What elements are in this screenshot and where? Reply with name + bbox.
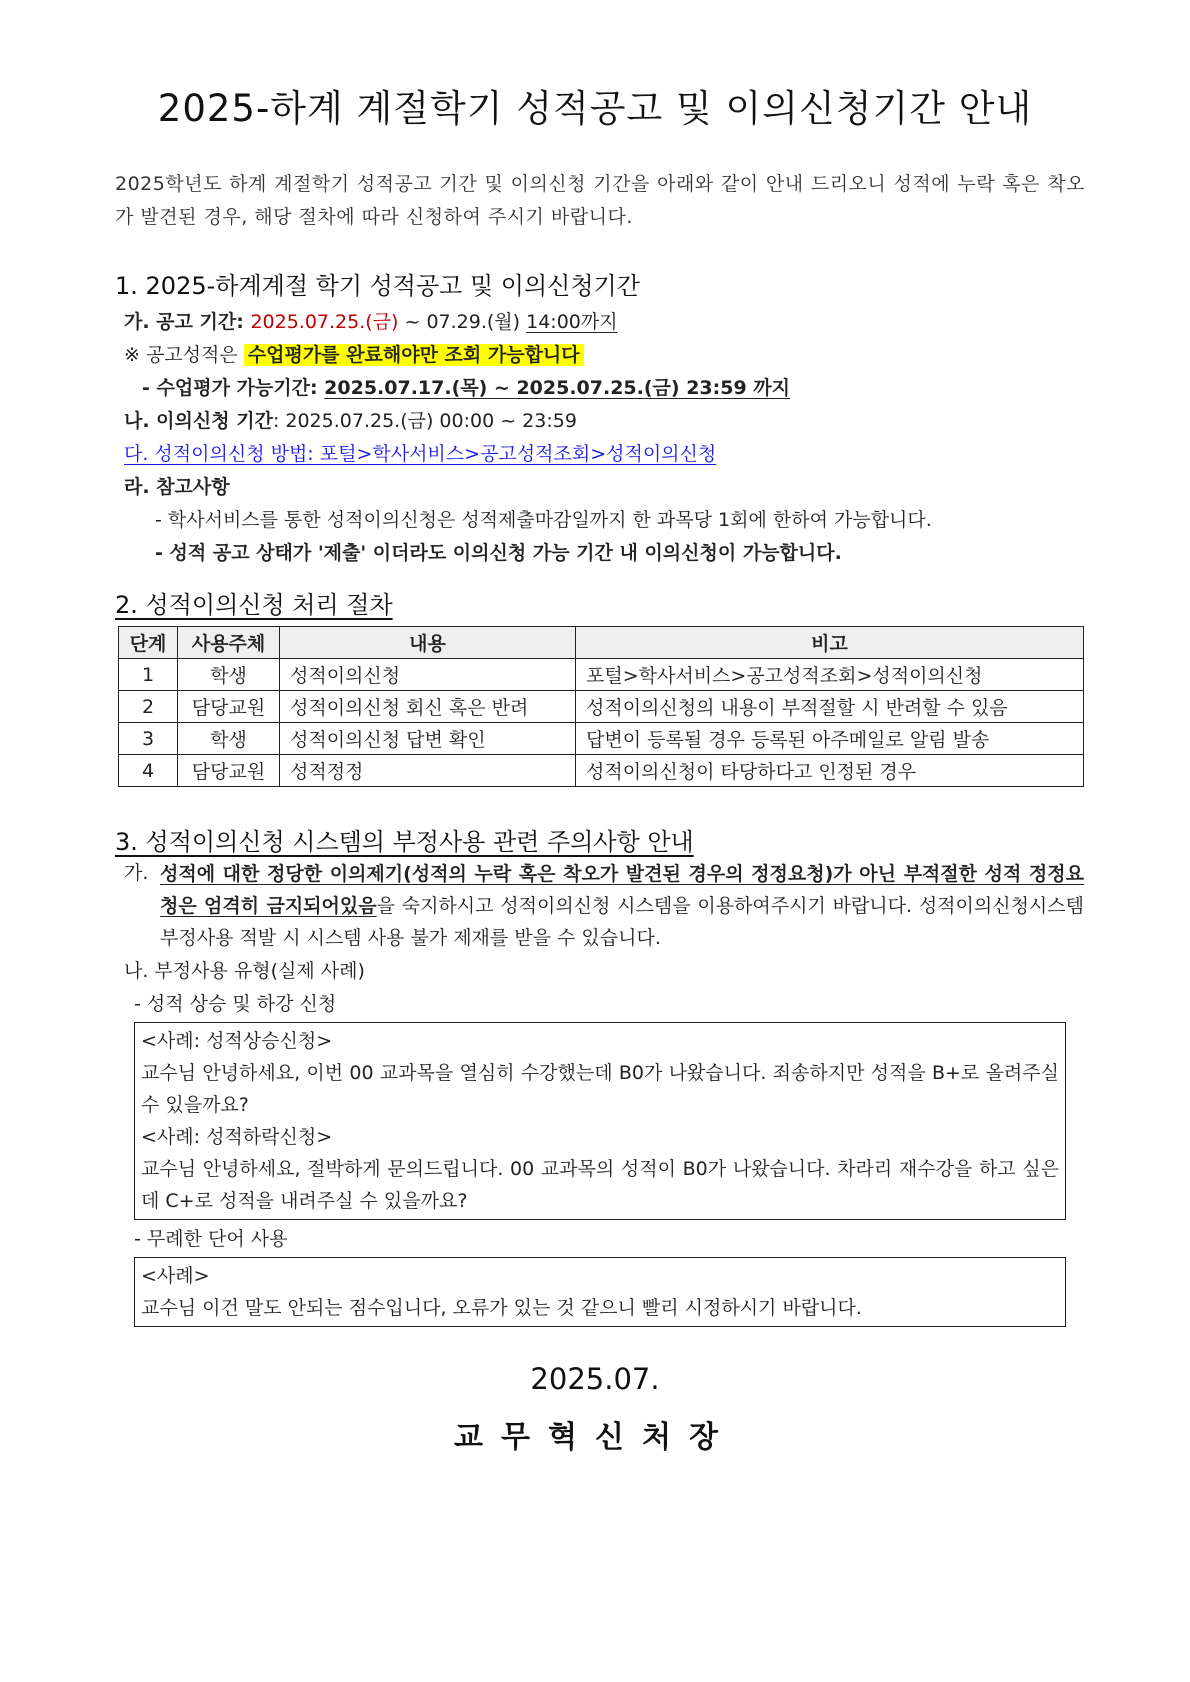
misuse-warning-paragraph	[160, 858, 1084, 954]
table-row	[119, 691, 1084, 723]
cell-step: 4	[119, 755, 178, 787]
misuse-warning-rest: 을 숙지하시고 성적이의신청 시스템을 이용하여주시기 바랍니다. 성적이의신청시스템 부정사용 적발 시 시스템 사용 불가 제재를 받을 수 있습니다.	[160, 895, 1084, 949]
cell-step: 2	[119, 691, 178, 723]
example-title-rude: <사례>	[141, 1265, 210, 1287]
page-title: 2025-하계 계절학기 성적공고 및 이의신청기간 안내	[157, 87, 1033, 130]
col-header-content: 내용	[280, 627, 576, 659]
notice-note-line	[124, 340, 584, 367]
cell-note: 포털>학사서비스>공고성적조회>성적이의신청	[576, 659, 1084, 691]
eval-period-label: - 수업평가 가능기간:	[142, 377, 325, 399]
notice-period-line	[124, 307, 618, 334]
appeal-period-label: 나. 이의신청 기간	[124, 410, 273, 432]
document-date: 2025.07.	[530, 1362, 660, 1396]
col-header-note: 비고	[576, 627, 1084, 659]
cell-actor: 담당교원	[178, 691, 280, 723]
example-title-raise: <사례: 성적상승신청>	[141, 1030, 333, 1052]
section1-heading: 1. 2025-하계계절 학기 성적공고 및 이의신청기간	[115, 272, 640, 300]
cell-actor: 학생	[178, 659, 280, 691]
table-row	[119, 723, 1084, 755]
intro-paragraph: 2025학년도 하계 계절학기 성적공고 기간 및 이의신청 기간을 아래와 같이 안내 드리오니 성적에 누락 혹은 착오가 발견된 경우, 해당 절차에 따라 신청하여 주시기 바랍니다.	[115, 173, 1085, 228]
eval-period-value: 2025.07.17.(목) ~ 2025.07.25.(금) 23:59 까지	[324, 377, 791, 399]
notice-start-date: 2025.07.25.(금)	[250, 311, 399, 333]
cell-actor: 담당교원	[178, 755, 280, 787]
procedure-table	[118, 626, 1084, 787]
example-text-raise: 교수님 안녕하세요, 이번 00 교과목을 열심히 수강했는데 B0가 나왔습니다. 죄송하지만 성적을 B+로 올려주실 수 있을까요?	[141, 1062, 1059, 1116]
misuse-warning-bold: 성적에 대한 정당한 이의제기(성적의 누락 혹은 착오가 발견된 경우의 정정요청)가 아닌 부적절한 성적 정정요청은 엄격히 금지되어있음	[160, 863, 1084, 917]
example-box-rude-words	[134, 1257, 1066, 1327]
reference-heading: 라. 참고사항	[124, 476, 230, 498]
cell-note: 성적이의신청이 타당하다고 인정된 경우	[576, 755, 1084, 787]
col-header-actor: 사용주체	[178, 627, 280, 659]
example-title-lower: <사례: 성적하락신청>	[141, 1126, 333, 1148]
note-prefix: ※ 공고성적은	[124, 344, 244, 366]
cell-step: 3	[119, 723, 178, 755]
cell-content: 성적이의신청	[280, 659, 576, 691]
notice-period-label: 가. 공고 기간:	[124, 311, 251, 333]
cell-actor: 학생	[178, 723, 280, 755]
cell-note: 성적이의신청의 내용이 부적절할 시 반려할 수 있음	[576, 691, 1084, 723]
table-row	[119, 659, 1084, 691]
cell-content: 성적이의신청 회신 혹은 반려	[280, 691, 576, 723]
example-box-grade-change	[134, 1022, 1066, 1220]
reference-item-2: - 성적 공고 상태가 '제출' 이더라도 이의신청 가능 기간 내 이의신청이 가능합니다.	[155, 542, 842, 564]
example-text-rude: 교수님 이건 말도 안되는 점수입니다, 오류가 있는 것 같으니 빨리 시정하시기 바랍니다.	[141, 1297, 862, 1319]
eval-period-line	[142, 373, 790, 400]
example-text-lower: 교수님 안녕하세요, 절박하게 문의드립니다. 00 교과목의 성적이 B0가 나왔습니다. 차라리 재수강을 하고 싶은데 C+로 성적을 내려주실 수 있을까요?	[141, 1158, 1059, 1212]
cell-step: 1	[119, 659, 178, 691]
reference-item-1: - 학사서비스를 통한 성적이의신청은 성적제출마감일까지 한 과목당 1회에 한하여 가능합니다.	[155, 509, 932, 531]
note-highlight: 수업평가를 완료해야만 조회 가능합니다	[244, 344, 584, 366]
cell-note: 답변이 등록될 경우 등록된 아주메일로 알림 발송	[576, 723, 1084, 755]
table-row	[119, 755, 1084, 787]
appeal-period-value: : 2025.07.25.(금) 00:00 ~ 23:59	[272, 410, 577, 432]
notice-end-time: 14:00까지	[526, 311, 618, 333]
issuer-signature: 교무혁신처장	[454, 1420, 736, 1455]
cell-content: 성적이의신청 답변 확인	[280, 723, 576, 755]
misuse-type-1: - 성적 상승 및 하강 신청	[134, 993, 337, 1015]
col-header-step: 단계	[119, 627, 178, 659]
misuse-types-heading: 나. 부정사용 유형(실제 사례)	[124, 960, 365, 982]
cell-content: 성적정정	[280, 755, 576, 787]
misuse-type-2: - 무례한 단어 사용	[134, 1228, 288, 1250]
table-header-row	[119, 627, 1084, 659]
section3-heading: 3. 성적이의신청 시스템의 부정사용 관련 주의사항 안내	[115, 828, 694, 856]
appeal-method-link[interactable]: 다. 성적이의신청 방법: 포털>학사서비스>공고성적조회>성적이의신청	[124, 443, 717, 465]
appeal-period-line	[124, 406, 577, 433]
section2-heading: 2. 성적이의신청 처리 절차	[115, 591, 393, 619]
misuse-label-ga: 가.	[124, 862, 149, 884]
notice-end-date: ~ 07.29.(월)	[398, 311, 527, 333]
